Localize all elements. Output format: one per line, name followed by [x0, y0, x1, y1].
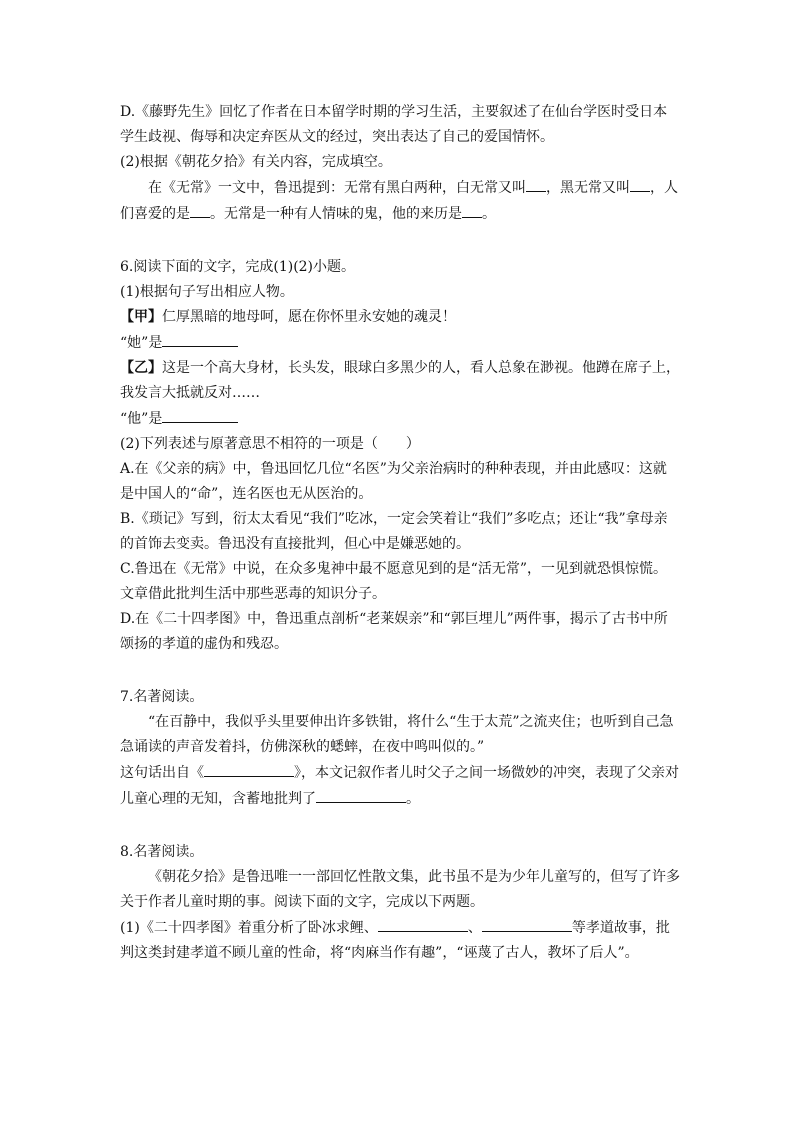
q8-title: 8.名著阅读。: [120, 844, 204, 860]
q7-fill-text-a: 这句话出自《: [120, 765, 204, 781]
q6-option-b: B.《琐记》写到，衍太太看见“我们”吃冰，一定会笑着让“我们”多吃点；还让“我”拿母亲的首饰去变卖。鲁迅没有直接批判，但心中是嫌恶她的。: [120, 511, 668, 552]
answer-blank[interactable]: [482, 915, 572, 932]
answer-blank[interactable]: [162, 406, 238, 423]
q7-fill-text-b: 》，本文记叙作者儿时父子之间一场微妙的冲突，表现了父亲对儿童心理的无知，含蓄地批判了: [120, 765, 679, 807]
q6-option-d: D.在《二十四孝图》中，鲁迅重点剖析“老莱娱亲”和“郭巨埋儿”两件事，揭示了古书中所颂扬的孝道的虚伪和残忍。: [120, 611, 668, 652]
q7-fill-sentence: [120, 760, 680, 812]
q5-fill-text-b: ，黑无常又叫: [546, 180, 630, 196]
q6-she-line: [120, 330, 680, 356]
answer-blank[interactable]: [204, 760, 294, 777]
q6-jia-text: 仁厚黑暗的地母呵，愿在你怀里永安她的魂灵！: [162, 309, 456, 325]
answer-blank[interactable]: [378, 915, 468, 932]
q6-he-line: [120, 406, 680, 432]
q5-fill-sentence: [120, 175, 680, 227]
document-content: [120, 100, 680, 966]
answer-blank[interactable]: [190, 201, 210, 218]
q5-fill-text-c: ，人们喜爱的是: [120, 180, 678, 222]
q5-sub2-prompt: (2)根据《朝花夕拾》有关内容，完成填空。: [120, 154, 392, 170]
q8-sub1-text-b: 、: [467, 920, 482, 936]
q6-option-a: A.在《父亲的病》中，鲁迅回忆几位“名医”为父亲治病时的种种表现，并由此感叹：这就是中国人的“命”，连名医也无从医治的。: [120, 461, 667, 502]
q6-title: 6.阅读下面的文字，完成(1)(2)小题。: [120, 259, 356, 275]
q6-jia-passage: [120, 305, 680, 330]
q5-fill-text-e: 。: [482, 206, 496, 222]
q7-fill-text-c: 。: [406, 791, 420, 807]
q6-yi-mark: 【乙】: [120, 360, 162, 376]
q6-he-label: “他”是: [120, 411, 163, 427]
q8-sub1-text-c: 等孝道故事，批判这类封建孝道不顾儿童的性命，将“肉麻当作有趣”，“诬蔑了古人，教坏了后人”。: [120, 920, 670, 961]
section-gap: [120, 657, 680, 685]
q7-quote: “在百静中，我似乎头里要伸出许多铁钳，将什么“生于太荒”之流夹住；也听到自己急急诵读的声音发着抖，仿佛深秋的蟋蟀，在夜中鸣叫似的。”: [120, 714, 674, 755]
section-gap: [120, 227, 680, 255]
answer-blank[interactable]: [526, 175, 546, 192]
q6-yi-text: 这是一个高大身材，长头发，眼球白多黑少的人，看人总象在渺视。他蹲在席子上，我发言大抵就反对……: [120, 360, 680, 401]
q6-sub2-prompt: (2)下列表述与原著意思不相符的一项是（ ）: [120, 436, 420, 452]
q8-intro: 《朝花夕拾》是鲁迅唯一一部回忆性散文集，此书虽不是为少年儿童写的，但写了许多关于作者儿童时期的事。阅读下面的文字，完成以下两题。: [120, 869, 680, 910]
q5-fill-text-d: 。无常是一种有人情味的鬼，他的来历是: [210, 206, 462, 222]
q7-title: 7.名著阅读。: [120, 689, 204, 705]
q5-fill-text-a: 在《无常》一文中，鲁迅提到：无常有黑白两种，白无常又叫: [148, 180, 526, 196]
answer-blank[interactable]: [630, 175, 650, 192]
section-gap: [120, 812, 680, 840]
q6-sub1-prompt: (1)根据句子写出相应人物。: [120, 284, 294, 300]
q8-sub1-text-a: (1)《二十四孝图》着重分析了卧冰求鲤、: [120, 920, 378, 936]
answer-blank[interactable]: [462, 201, 482, 218]
answer-blank[interactable]: [162, 330, 238, 347]
q5-option-d: D.《藤野先生》回忆了作者在日本留学时期的学习生活，主要叙述了在仙台学医时受日本学生歧视、侮辱和决定弃医从文的经过，突出表达了自己的爱国情怀。: [120, 104, 668, 145]
q6-jia-mark: 【甲】: [120, 309, 162, 325]
answer-blank[interactable]: [316, 786, 406, 803]
q6-she-label: “她”是: [120, 335, 163, 351]
q6-option-c: C.鲁迅在《无常》中说，在众多鬼神中最不愿意见到的是“活无常”，一见到就恐惧惊慌。文章借此批判生活中那些恶毒的知识分子。: [120, 561, 667, 602]
q6-yi-passage: [120, 356, 680, 406]
q8-sub1: [120, 915, 680, 966]
